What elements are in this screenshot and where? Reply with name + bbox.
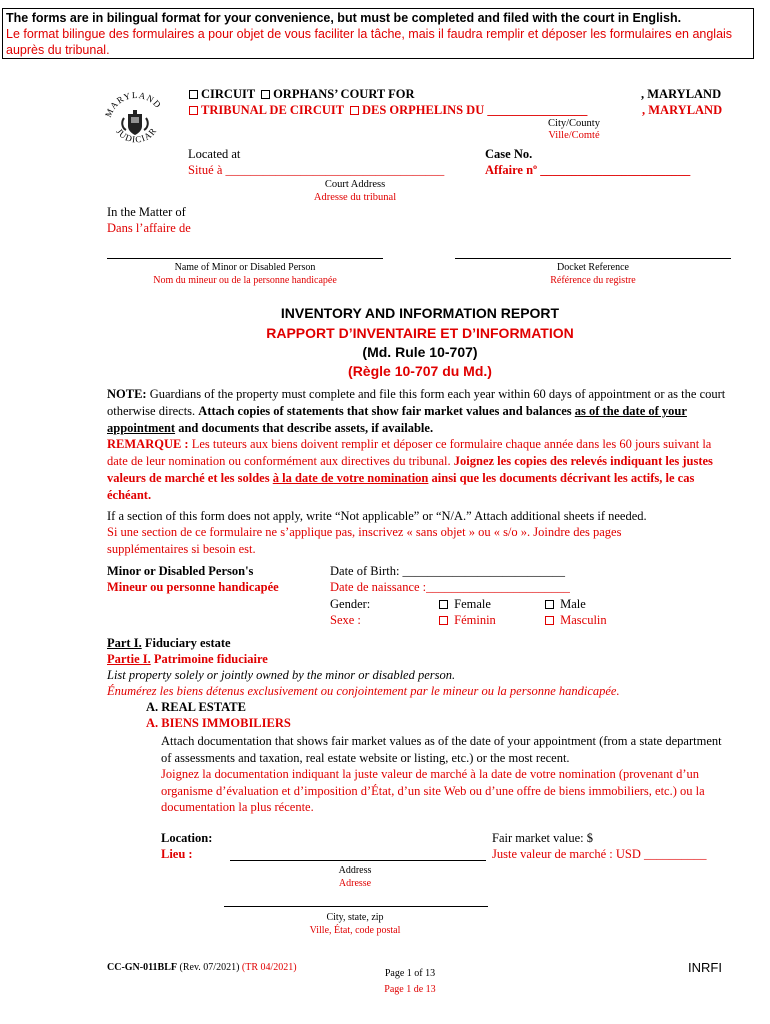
male-option[interactable]: Male xyxy=(545,597,586,612)
located-at-label: Located at xyxy=(188,147,241,161)
orphans-label: ORPHANS’ COURT FOR xyxy=(273,87,415,101)
address-caption-fr: Adresse xyxy=(338,878,372,889)
minor-name-caption: Name of Minor or Disabled Person xyxy=(174,262,316,273)
real-estate-doc-instruction-fr: Joignez la documentation indiquant la juste valeur de marché à la date de votre nomination (provenant d’un organisme d’évaluation et d’imposition d’État, d’un site Web ou d’une offre de biens immobiliers, etc.) ou la documentation la plus récente. xyxy=(161,767,705,814)
docket-caption: Docket Reference xyxy=(557,262,629,273)
case-number-label: Case No. xyxy=(485,147,533,161)
note-english: NOTE: Guardians of the property must complete and file this form each year within 60 days of appointment or as the court otherwise directs. Attach copies of statements that show fair market values and balances as of the date of your appointment and documents that describe assets, if available. xyxy=(107,387,726,435)
male-checkbox-fr[interactable] xyxy=(545,616,554,625)
female-option-fr[interactable]: Féminin xyxy=(439,613,496,628)
banner-french: Le format bilingue des formulaires a pour objet de vous faciliter la tâche, mais il faudra remplir et déposer les formulaires en anglais auprès du tribunal. xyxy=(6,27,733,57)
court-address-caption: Court Address xyxy=(324,179,386,190)
docket-caption-fr: Référence du registre xyxy=(550,275,636,286)
maryland-judiciary-seal xyxy=(104,84,166,156)
form-title: INVENTORY AND INFORMATION REPORT xyxy=(280,305,560,321)
in-the-matter-of: In the Matter of xyxy=(107,205,186,219)
circuit-label: CIRCUIT xyxy=(201,87,255,101)
fair-market-value-field[interactable]: Juste valeur de marché : USD __________ xyxy=(492,847,707,861)
part-one-instruction-fr: Énumérez les biens détenus exclusivement ou conjointement par le mineur ou la personne handicapée. xyxy=(107,684,620,698)
female-checkbox[interactable] xyxy=(439,600,448,609)
city-county-caption: City/County xyxy=(548,118,600,129)
orphans-label-fr: DES ORPHELINS DU ________________ xyxy=(361,103,588,117)
real-estate-heading: A. REAL ESTATE xyxy=(146,700,246,714)
city-state-zip-field[interactable] xyxy=(224,906,488,907)
part-one-heading-fr: Partie I. Patrimoine fiduciaire xyxy=(107,652,268,666)
orphans-checkbox-fr[interactable] xyxy=(350,106,359,115)
form-number: CC-GN-011BLF (Rev. 07/2021) (TR 04/2021) xyxy=(107,962,297,973)
person-label-fr: Mineur ou personne handicapée xyxy=(107,580,279,594)
form-rule: (Md. Rule 10-707) xyxy=(362,344,478,360)
person-label: Minor or Disabled Person's xyxy=(107,564,254,578)
circuit-checkbox-fr[interactable] xyxy=(189,106,198,115)
dans-laffaire-de: Dans l’affaire de xyxy=(107,221,191,235)
ville-comte-caption: Ville/Comté xyxy=(548,130,600,141)
part-one-heading: Part I. Fiduciary estate xyxy=(107,636,231,650)
banner-english: The forms are in bilingual format for your convenience, but must be completed and filed with the court in English. xyxy=(6,11,682,25)
court-address-caption-fr: Adresse du tribunal xyxy=(313,192,397,203)
date-of-birth-field[interactable]: Date of Birth: __________________________ xyxy=(330,564,566,578)
female-option[interactable]: Female xyxy=(439,597,491,612)
minor-name-field[interactable] xyxy=(107,258,383,259)
form-rule-fr: (Règle 10-707 du Md.) xyxy=(348,363,492,379)
fair-market-value-label: Fair market value: $ xyxy=(492,831,594,845)
real-estate-heading-fr: A. BIENS IMMOBILIERS xyxy=(146,716,291,730)
case-number-field[interactable]: Affaire nº ________________________ xyxy=(485,163,691,177)
minor-name-caption-fr: Nom du mineur ou de la personne handicapée xyxy=(153,275,337,286)
not-applicable-instruction: If a section of this form does not apply, write “Not applicable” or “N/A.” Attach additional sheets if needed. xyxy=(107,509,647,523)
male-option-fr[interactable]: Masculin xyxy=(545,613,607,628)
circuit-checkbox[interactable] xyxy=(189,90,198,99)
form-code: INRFI xyxy=(688,960,722,975)
maryland-french: , MARYLAND xyxy=(642,103,723,117)
maryland-english: , MARYLAND xyxy=(641,87,722,101)
not-applicable-instruction-fr: Si une section de ce formulaire ne s’applique pas, inscrivez « sans objet » ou « s/o ». Joindre des pages supplémentaires si besoin est. xyxy=(107,525,622,556)
bilingual-banner xyxy=(2,8,754,59)
location-label: Location: xyxy=(161,831,213,845)
location-address-field[interactable] xyxy=(230,860,486,861)
located-at-field[interactable]: Situé à ___________________________________ xyxy=(188,163,445,177)
male-checkbox[interactable] xyxy=(545,600,554,609)
seal-bottom-text: JUDICIAR xyxy=(114,125,159,145)
gender-label-fr: Sexe : xyxy=(330,613,361,627)
gender-label: Gender: xyxy=(330,597,371,611)
city-state-zip-caption-fr: Ville, État, code postal xyxy=(309,925,401,936)
note-french: REMARQUE : Les tuteurs aux biens doivent remplir et déposer ce formulaire chaque année dans les 60 jours suivant la date de leur nomination ou conformément aux directives du tribunal. Joignez les copies des relevés indiquant les justes valeurs de marché et les soldes à la date de votre nomination ainsi que les documents décrivant les actifs, le cas échéant. xyxy=(107,437,713,502)
court-line-french xyxy=(189,103,587,118)
form-title-fr: RAPPORT D’INVENTAIRE ET D’INFORMATION xyxy=(266,325,574,341)
part-one-instruction: List property solely or jointly owned by the minor or disabled person. xyxy=(107,668,456,682)
page-number: Page 1 of 13 xyxy=(384,968,436,979)
docket-reference-field[interactable] xyxy=(455,258,731,259)
circuit-label-fr: TRIBUNAL DE CIRCUIT xyxy=(201,103,344,117)
address-caption: Address xyxy=(338,865,372,876)
location-label-fr: Lieu : xyxy=(161,847,193,861)
city-state-zip-caption: City, state, zip xyxy=(326,912,384,923)
seal-top-text: MARYLAND xyxy=(104,89,164,119)
court-line-english xyxy=(189,87,415,102)
orphans-checkbox[interactable] xyxy=(261,90,270,99)
date-of-birth-field-fr[interactable]: Date de naissance :_______________________ xyxy=(330,580,570,594)
page-number-fr: Page 1 de 13 xyxy=(384,984,436,995)
female-checkbox-fr[interactable] xyxy=(439,616,448,625)
real-estate-doc-instruction: Attach documentation that shows fair market values as of the date of your appointment (from a state department of assessments and taxation, real estate website or listing, etc.) or the most recent. xyxy=(161,734,722,765)
